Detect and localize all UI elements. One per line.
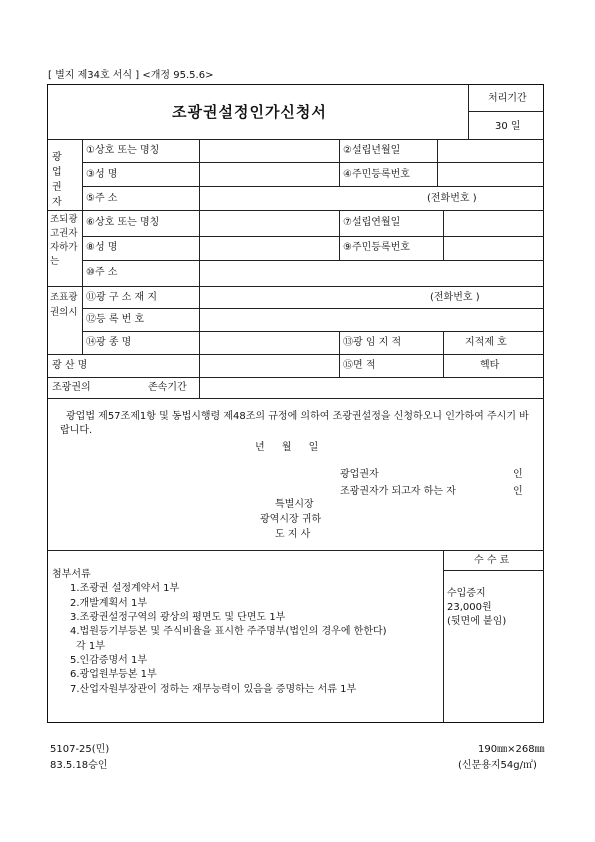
label-person-name-2: ⑧성 명 [86,242,118,253]
label-company-name-2: ⑥상호 또는 명칭 [86,217,160,228]
label-mine-location: ⑪광 구 소 재 지 [86,292,158,303]
attachment-item: 2.개발계획서 1부 [70,598,148,609]
label-holder-signature: 광업권자 [340,469,379,480]
label-duration-a: 조광권의 [52,382,91,393]
fee-label: 수 수 료 [474,555,510,566]
application-date: 년 월 일 [255,442,319,453]
attachment-item: 4.법원등기부등본 및 주식비율을 표시한 주주명부(법인의 경우에 한한다) [70,626,387,637]
attachment-item: 7.산업자원부장관이 정하는 재무능력이 있음을 증명하는 서류 1부 [70,684,357,695]
form-title: 조광권설정인가신청서 [172,103,327,121]
label-phone-2: (전화번호 ) [430,292,480,303]
label-company-name-1: ①상호 또는 명칭 [86,145,160,156]
label-phone-1: (전화번호 ) [427,193,477,204]
attachments-label: 첨부서류 [52,569,91,580]
attachment-item: 1.조광권 설정계약서 1부 [70,583,180,594]
footer-form-code: 5107-25(민) [50,744,110,755]
label-founding-date-2: ⑦설립연월일 [343,217,401,228]
footer-paper-type: (신문용지54g/㎡) [458,760,537,771]
label-founding-date-1: ②설립년월일 [343,145,401,156]
label-grantee-signature: 조광권자가 되고자 하는 자 [340,486,456,497]
attachment-item: 6.광업원부등본 1부 [70,669,157,680]
processing-period-label: 처리기간 [488,93,527,104]
section-mine-holder: 광업권자 [52,152,62,208]
value-forest-number: 지적제 호 [465,337,507,348]
recipient-line-3: 도 지 사 [275,529,311,540]
attachment-item: 3.조광권설정구역의 광상의 평면도 및 단면도 1부 [70,612,286,623]
label-resident-number-1: ④주민등록번호 [343,169,410,180]
section-applicant: 조표광권의시 [50,292,78,318]
label-area-unit: 헥타 [480,360,500,371]
form-reference: [ 별지 제34호 서식 ] <개정 95.5.6> [48,70,214,81]
label-address-2: ⑩주 소 [86,267,118,278]
section-grantee: 조되광고권자자하가는 [50,214,78,267]
label-resident-number-2: ⑨주민등록번호 [343,242,410,253]
attachment-item: 5.인감증명서 1부 [70,655,148,666]
footer-approval: 83.5.18승인 [50,760,108,771]
label-registration-number: ⑫등 록 번 호 [86,314,145,325]
label-person-name-1: ③성 명 [86,169,118,180]
label-mineral-type: ⑭광 종 명 [86,337,132,348]
label-forest-area: ⑬광 임 지 적 [343,337,402,348]
recipient-line-1: 특별시장 [275,499,314,510]
application-statement: 광업법 제57조제1항 및 동법시행령 제48조의 규정에 의하여 조광권설정을 신청하오니 인가하여 주시기 바랍니다. [60,411,529,436]
grantee-seal: 인 [513,486,523,497]
fee-amount: 23,000원 [447,602,492,613]
label-mine-name: 광 산 명 [52,360,88,371]
label-address-1: ⑤주 소 [86,193,118,204]
fee-note: (뒷면에 붙임) [447,616,507,627]
footer-paper-size: 190㎜×268㎜ [478,744,545,755]
attachment-item: 각 1부 [76,641,105,652]
label-area: ⑮면 적 [343,360,376,371]
fee-stamp: 수입증지 [447,588,486,599]
holder-seal: 인 [513,469,523,480]
recipient-line-2: 광역시장 귀하 [260,514,322,525]
label-duration-b: 존속기간 [148,382,187,393]
processing-period-value: 30 일 [495,121,521,132]
